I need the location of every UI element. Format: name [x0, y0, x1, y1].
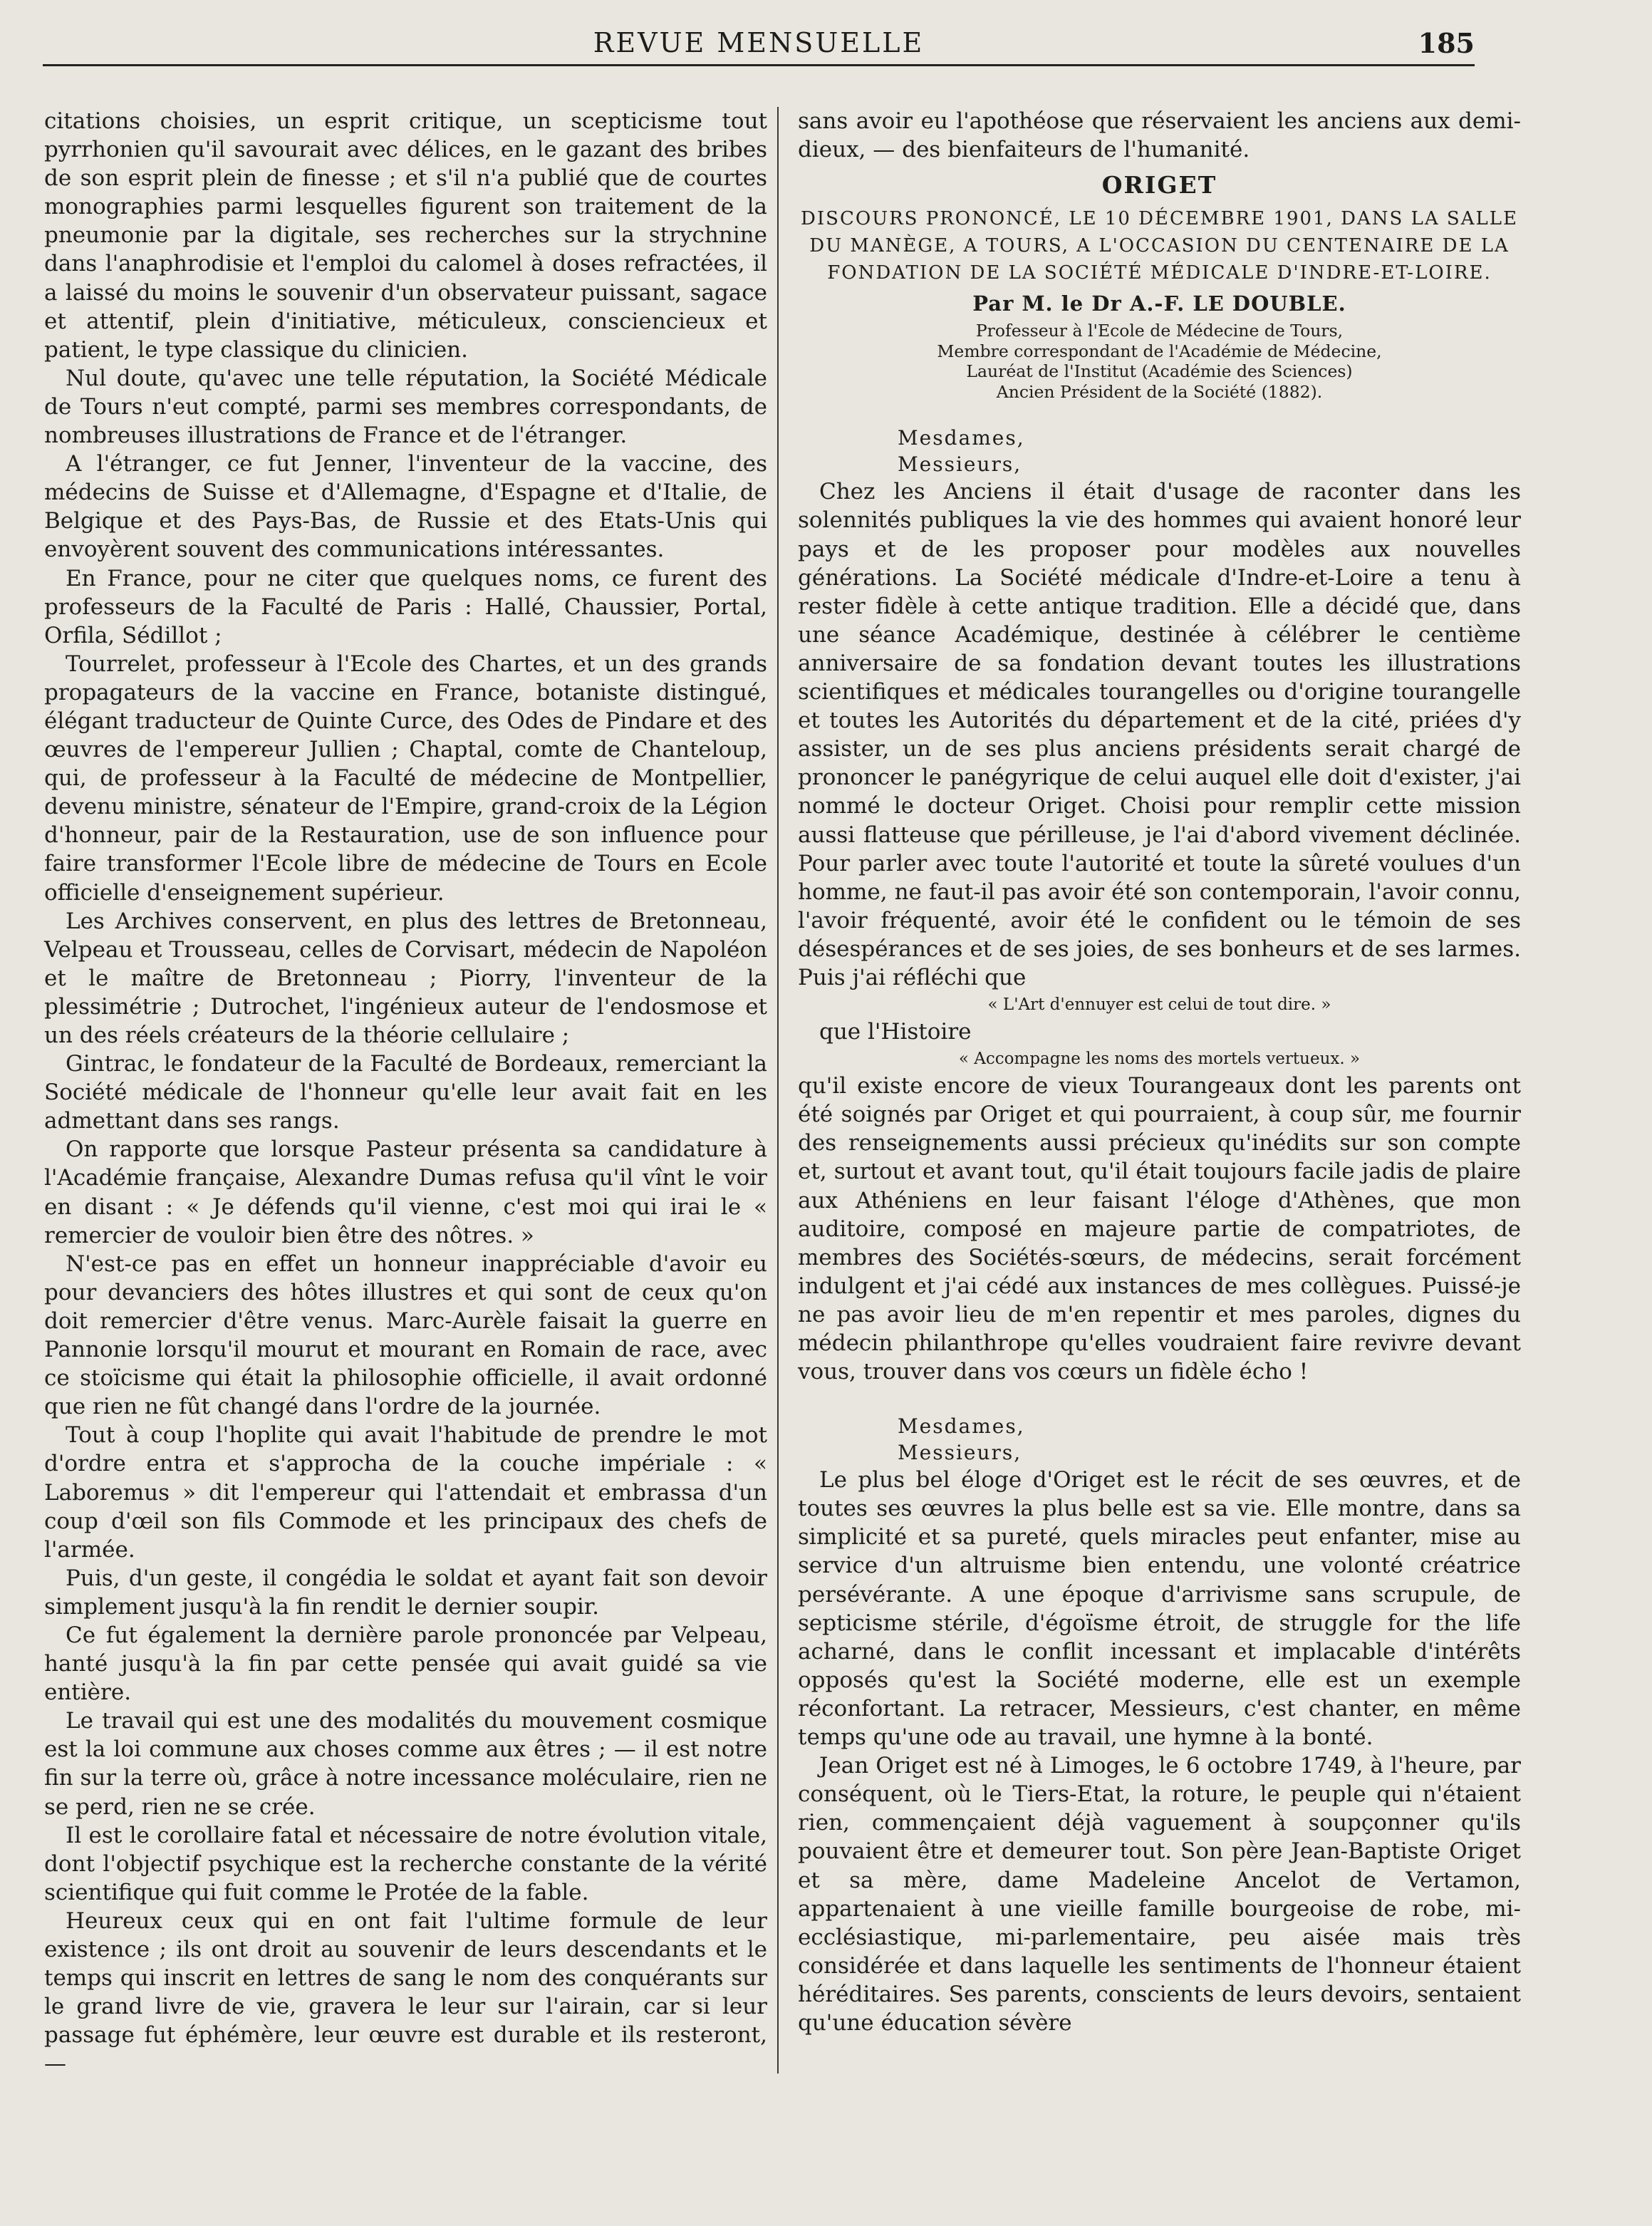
paragraph: Tourrelet, professeur à l'Ecole des Chartes, et un des grands propagateurs de la vaccine en France, botaniste distingué, élégant traducteur de Quinte Curce, des Odes de Pindare et des œuvres de l'empereur Jullien ; Chaptal, comte de Chanteloup, qui, de professeur à la Faculté de médecine de Montpellier, devenu ministre, sénateur de l'Empire, grand-croix de la Légion d'honneur, pair de la Restauration, use de son influence pour faire transformer l'Ecole libre de médecine de Tours en Ecole officielle d'enseignement supérieur.: [44, 651, 767, 906]
left-column: [44, 107, 767, 2078]
paragraph: Le travail qui est une des modalités du mouvement cosmique est la loi commune aux choses comme aux êtres ; — il est notre fin sur la terre où, grâce à notre incessance moléculaire, rien ne se perd, rien ne se crée.: [44, 1708, 767, 1820]
column-divider: [777, 107, 779, 2074]
paragraph: En France, pour ne citer que quelques noms, ce furent des professeurs de la Faculté de Paris : Hallé, Chaussier, Portal, Orfila, Sédillot ;: [44, 565, 767, 648]
author-credentials: [798, 321, 1521, 402]
paragraph: qu'il existe encore de vieux Tourangeaux dont les parents ont été soignés par Origet et qui pourraient, à coup sûr, me fournir des renseignements aussi précieux qu'inédits sur son compte et, surtout et avant tout, qu'il était toujours facile jadis de plaire aux Athéniens en leur faisant l'éloge d'Athènes, que mon auditoire, composé en majeure partie de compatriotes, de membres des Sociétés-sœurs, de médecins, serait forcément indulgent et j'ai cédé aux instances de mes collègues. Puissé-je ne pas avoir lieu de m'en repentir et mes paroles, dignes du médecin philanthrope qu'elles voudraient faire revivre devant vous, trouver dans vos cœurs un fidèle écho !: [798, 1073, 1521, 1385]
page-header: [43, 27, 1475, 66]
salutation-line: Messieurs,: [898, 452, 1022, 477]
paragraph: citations choisies, un esprit critique, un scepticisme tout pyrrhonien qu'il savourait avec délices, en le gazant des bribes de son esprit plein de finesse ; et s'il n'a publié que de courtes monographies parmi lesquelles figurent son traitement de la pneumonie par la digitale, ses recherches sur la strychnine dans l'anaphrodisie et l'emploi du calomel à doses refractées, il a laissé du moins le souvenir d'un observateur puissant, sagace et attentif, plein d'initiative, méticuleux, consciencieux et patient, le type classique du clinicien.: [44, 108, 767, 363]
salutation: [798, 1413, 1521, 1466]
paragraph: Heureux ceux qui en ont fait l'ultime formule de leur existence ; ils ont droit au souvenir de leurs descendants et le temps qui inscrit en lettres de sang le nom des conquérants sur le grand livre de vie, gravera le leur sur l'airain, car si leur passage fut éphémère, leur œuvre est durable et ils resteront, —: [44, 1907, 767, 2077]
credential-line: Professeur à l'Ecole de Médecine de Tours,: [975, 321, 1344, 341]
paragraph: N'est-ce pas en effet un honneur inappréciable d'avoir eu pour devanciers des hôtes illustres et qui sont de ceux qu'on doit remercier d'être venus. Marc-Aurèle faisait la guerre en Pannonie lorsqu'il mourut et mourant en Romain de race, avec ce stoïcisme qui était la philosophie officielle, il avait ordonné que rien ne fût changé dans l'ordre de la journée.: [44, 1251, 767, 1420]
credential-line: Membre correspondant de l'Académie de Médecine,: [937, 341, 1382, 361]
salutation-line: Messieurs,: [898, 1441, 1022, 1465]
salutation-line: Mesdames,: [898, 426, 1025, 450]
continuation-paragraph: sans avoir eu l'apothéose que réservaient les anciens aux demi-dieux, — des bienfaiteurs de l'humanité.: [798, 108, 1521, 163]
paragraph: Nul doute, qu'avec une telle réputation, la Société Médicale de Tours n'eut compté, parmi ses membres correspondants, de nombreuses illustrations de France et de l'étranger.: [44, 365, 767, 449]
right-column: [798, 107, 1521, 2037]
salutation: [798, 425, 1521, 477]
article-title: ORIGET: [1101, 171, 1217, 200]
quotation: « Accompagne les noms des mortels vertueux. »: [958, 1050, 1361, 1069]
paragraph: Jean Origet est né à Limoges, le 6 octobre 1749, à l'heure, par conséquent, où le Tiers-Etat, la roture, le peuple qui n'étaient rien, commençaient déjà vaguement à soupçonner qu'ils pouvaient être et demeurer tout. Son père Jean-Baptiste Origet et sa mère, dame Madeleine Ancelot de Vertamon, appartenaient à une vieille famille bourgeoise de robe, mi-ecclésiastique, mi-parlementaire, peu aisée mais très considérée et dans laquelle les sentiments de l'honneur étaient héréditaires. Ses parents, conscients de leurs devoirs, sentaient qu'une éducation sévère: [798, 1753, 1521, 2036]
quotation: « L'Art d'ennuyer est celui de tout dire. »: [987, 995, 1331, 1015]
article-occasion: DISCOURS PRONONCÉ, LE 10 DÉCEMBRE 1901, DANS LA SALLE DU MANÈGE, A TOURS, A L'OCCASION DU CENTENAIRE DE LA FONDATION DE LA SOCIÉTÉ MÉDICALE D'INDRE-ET-LOIRE.: [801, 208, 1518, 284]
paragraph: Chez les Anciens il était d'usage de raconter dans les solennités publiques la vie des hommes qui avaient honoré leur pays et de les proposer pour modèles aux nouvelles générations. La Société médicale d'Indre-et-Loire a tenu à rester fidèle à cette antique tradition. Elle a décidé que, dans une séance Académique, destinée à célébrer le centième anniversaire de sa fondation devant toutes les illustrations scientifiques et médicales tourangelles ou d'origine tourangelle et toutes les Autorités du département et de la cité, priées d'y assister, un de ses plus anciens présidents serait chargé de prononcer le panégyrique de celui auquel elle doit d'exister, j'ai nommé le docteur Origet. Choisi pour remplir cette mission aussi flatteuse que périlleuse, je l'ai d'abord vivement déclinée. Pour parler avec toute l'autorité et toute la sûreté voulues d'un homme, ne faut-il pas avoir été son contemporain, l'avoir connu, l'avoir fréquenté, avoir été le confident ou le témoin de ses désespérances et de ses joies, de ses bonheurs et de ses larmes. Puis j'ai réfléchi que: [798, 479, 1521, 990]
salutation-line: Mesdames,: [898, 1414, 1025, 1439]
credential-line: Lauréat de l'Institut (Académie des Sciences): [966, 361, 1353, 382]
paragraph: Ce fut également la dernière parole prononcée par Velpeau, hanté jusqu'à la fin par cette pensée qui avait guidé sa vie entière.: [44, 1622, 767, 1706]
paragraph: Tout à coup l'hoplite qui avait l'habitude de prendre le mot d'ordre entra et s'approcha de la couche impériale : « Laboremus » dit l'empereur qui l'attendait et embrassa d'un coup d'œil son fils Commode et les principaux des chefs de l'armée.: [44, 1422, 767, 1563]
article-byline: Par M. le Dr A.-F. LE DOUBLE.: [972, 291, 1346, 316]
paragraph: Les Archives conservent, en plus des lettres de Bretonneau, Velpeau et Trousseau, celles de Corvisart, médecin de Napoléon et le maître de Bretonneau ; Piorry, l'inventeur de la plessimétrie ; Dutrochet, l'ingénieux auteur de l'endosmose et un des réels créateurs de la théorie cellulaire ;: [44, 908, 767, 1048]
credential-line: Ancien Président de la Société (1882).: [996, 381, 1323, 402]
paragraph: Puis, d'un geste, il congédia le soldat et ayant fait son devoir simplement jusqu'à la fin rendit le dernier soupir.: [44, 1565, 767, 1620]
journal-title: REVUE MENSUELLE: [593, 27, 925, 58]
paragraph: On rapporte que lorsque Pasteur présenta sa candidature à l'Académie française, Alexandre Dumas refusa qu'il vînt le voir en disant : « Je défends qu'il vienne, c'est moi qui irai le « remercier de vouloir bien être des nôtres. »: [44, 1137, 767, 1248]
paragraph: Gintrac, le fondateur de la Faculté de Bordeaux, remerciant la Société médicale de l'honneur qu'elle leur avait fait en les admettant dans ses rangs.: [44, 1051, 767, 1134]
page-number: 185: [1418, 27, 1475, 59]
paragraph: Le plus bel éloge d'Origet est le récit de ses œuvres, et de toutes ses œuvres la plus belle est sa vie. Elle montre, dans sa simplicité et sa pureté, quels miracles peut enfanter, mise au service d'un altruisme bien entendu, une volonté créatrice persévérante. A une époque d'arrivisme sans scrupule, de septicisme stérile, d'égoïsme étroit, de struggle for the life acharné, dans le conflit incessant et implacable d'intérêts opposés qu'est la Société moderne, elle est un exemple réconfortant. La retracer, Messieurs, c'est chanter, en même temps qu'une ode au travail, une hymne à la bonté.: [798, 1467, 1521, 1751]
paragraph: Il est le corollaire fatal et nécessaire de notre évolution vitale, dont l'objectif psychique est la recherche constante de la vérité scientifique qui fuit comme le Protée de la fable.: [44, 1822, 767, 1905]
quote-intro: que l'Histoire: [819, 1019, 972, 1045]
paragraph: A l'étranger, ce fut Jenner, l'inventeur de la vaccine, des médecins de Suisse et d'Allemagne, d'Espagne et d'Italie, de Belgique et des Pays-Bas, de Russie et des Etats-Unis qui envoyèrent souvent des communications intéressantes.: [44, 451, 767, 563]
